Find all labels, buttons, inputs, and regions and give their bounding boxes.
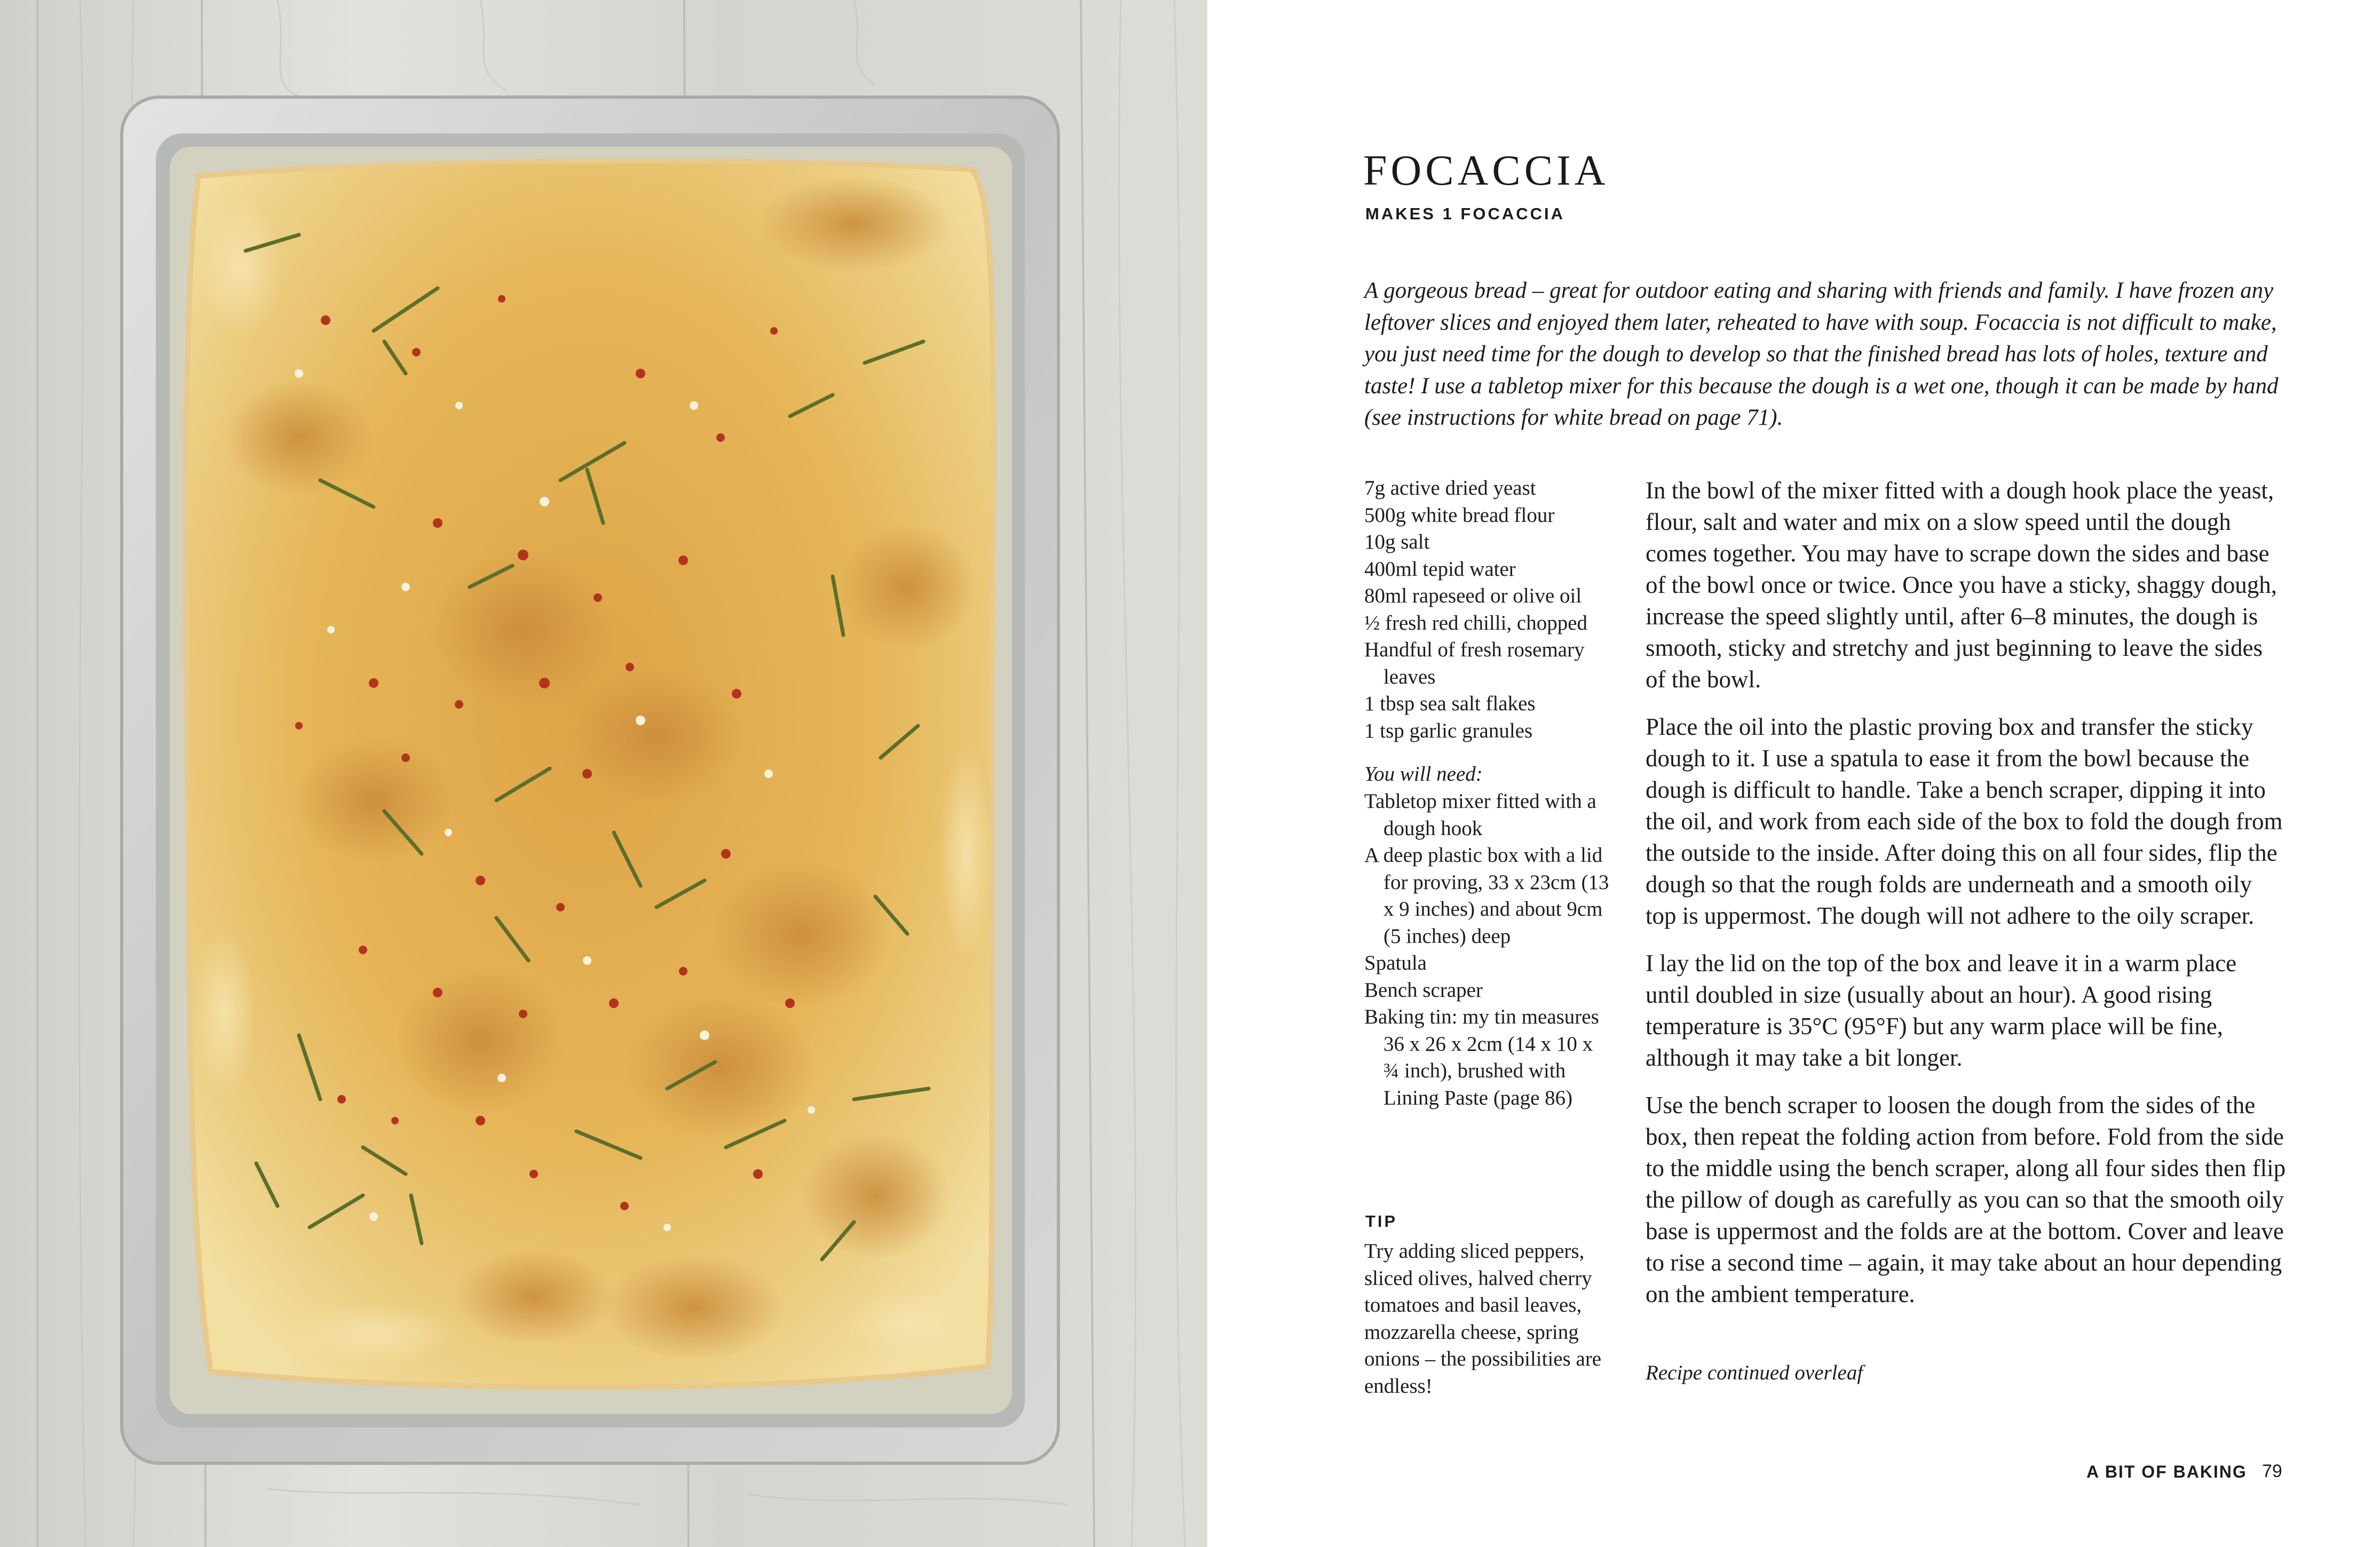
method-paragraph: Place the oil into the plastic proving box and transfer the sticky dough to it. I use a spatula to ease it from the bowl because the dough is difficult to handle. Take a bench scraper, dipping it into the oil, and work from each side of the box to fold the dough from the outside to the inside. After doing this on all four sides, flip the dough so that the rough folds are underneath and a smooth oily top is uppermost. The dough will not adhere to the oily scraper. (1646, 713, 2283, 929)
ingredient-item: 10g salt (1364, 530, 1430, 553)
equipment-item: Bench scraper (1364, 978, 1483, 1002)
ingredient-item: 400ml tepid water (1364, 557, 1516, 581)
ingredient-item: 7g active dried yeast (1364, 477, 1536, 499)
equipment-list (1364, 788, 1610, 1112)
ingredient-item: 80ml rapeseed or olive oil (1364, 584, 1582, 607)
equipment-item: Spatula (1364, 951, 1427, 974)
ingredient-item: ½ fresh red chilli, chopped (1364, 611, 1588, 634)
equipment-item: Tabletop mixer fitted with a dough hook (1364, 790, 1596, 840)
equipment-item: A deep plastic box with a lid for proving, 33 x 23cm (13 x 9 inches) and about 9cm (5 inches) deep (1364, 844, 1609, 948)
method-paragraph: Use the bench scraper to loosen the dough from the sides of the box, then repeat the folding action from before. Fold from the side to the middle using the bench scraper, along all four sides then flip the pillow of dough as carefully as you can so that the smooth oily base is uppermost and the folds are at the bottom. Cover and leave to rise a second time – again, it may take about an hour depending on the ambient temperature. (1646, 1092, 2286, 1307)
method-paragraph: In the bowl of the mixer fitted with a dough hook place the yeast, flour, salt and water and mix on a slow speed until the dough comes together. You may have to scrape down the sides and base of the bowl once or twice. Once you have a sticky, shaggy dough, increase the speed slightly until, after 6–8 minutes, the dough is smooth, sticky and stretchy and just beginning to leave the sides of the bowl. (1646, 477, 2278, 693)
equipment-item: Baking tin: my tin measures 36 x 26 x 2cm (14 x 10 x ¾ inch), brushed with Lining Paste (page 86) (1364, 1005, 1599, 1109)
ingredient-item: 500g white bread flour (1364, 503, 1555, 527)
ingredient-list (1364, 475, 1604, 744)
page-number: 79 (2262, 1461, 2282, 1481)
ingredient-item: 1 tbsp sea salt flakes (1364, 692, 1536, 715)
footer-section-title: A BIT OF BAKING (2086, 1462, 2247, 1481)
recipe-intro: A gorgeous bread – great for outdoor eating and sharing with friends and family. I have frozen any leftover slices and enjoyed them later, reheated to have with soup. Focaccia is not difficult to make, you just need time for the dough to develop so that the finished bread has lots of holes, texture and taste! I use a tabletop mixer for this because the dough is a wet one, though it can be made by hand (see instructions for white bread on page 71). (1364, 278, 2279, 430)
ingredient-item: Handful of fresh rosemary leaves (1364, 638, 1585, 688)
recipe-title: FOCACCIA (1363, 147, 1609, 194)
method-paragraph: I lay the lid on the top of the box and leave it in a warm place until doubled in size (usually about an hour). A good rising temperature is 35°C (95°F) but any warm place will be fine, although it may take a bit longer. (1646, 950, 2237, 1071)
tip-text: Try adding sliced peppers, sliced olives, halved cherry tomatoes and basil leaves, mozzarella cheese, spring onions – the possibilities are endless! (1364, 1240, 1602, 1398)
ingredient-item: 1 tsp garlic granules (1364, 719, 1533, 742)
tip-heading: TIP (1365, 1212, 1398, 1231)
continued-note: Recipe continued overleaf (1646, 1361, 1863, 1384)
method-steps (1646, 475, 2286, 1326)
recipe-yield: MAKES 1 FOCACCIA (1365, 204, 1565, 223)
equipment-heading: You will need: (1364, 763, 1483, 786)
